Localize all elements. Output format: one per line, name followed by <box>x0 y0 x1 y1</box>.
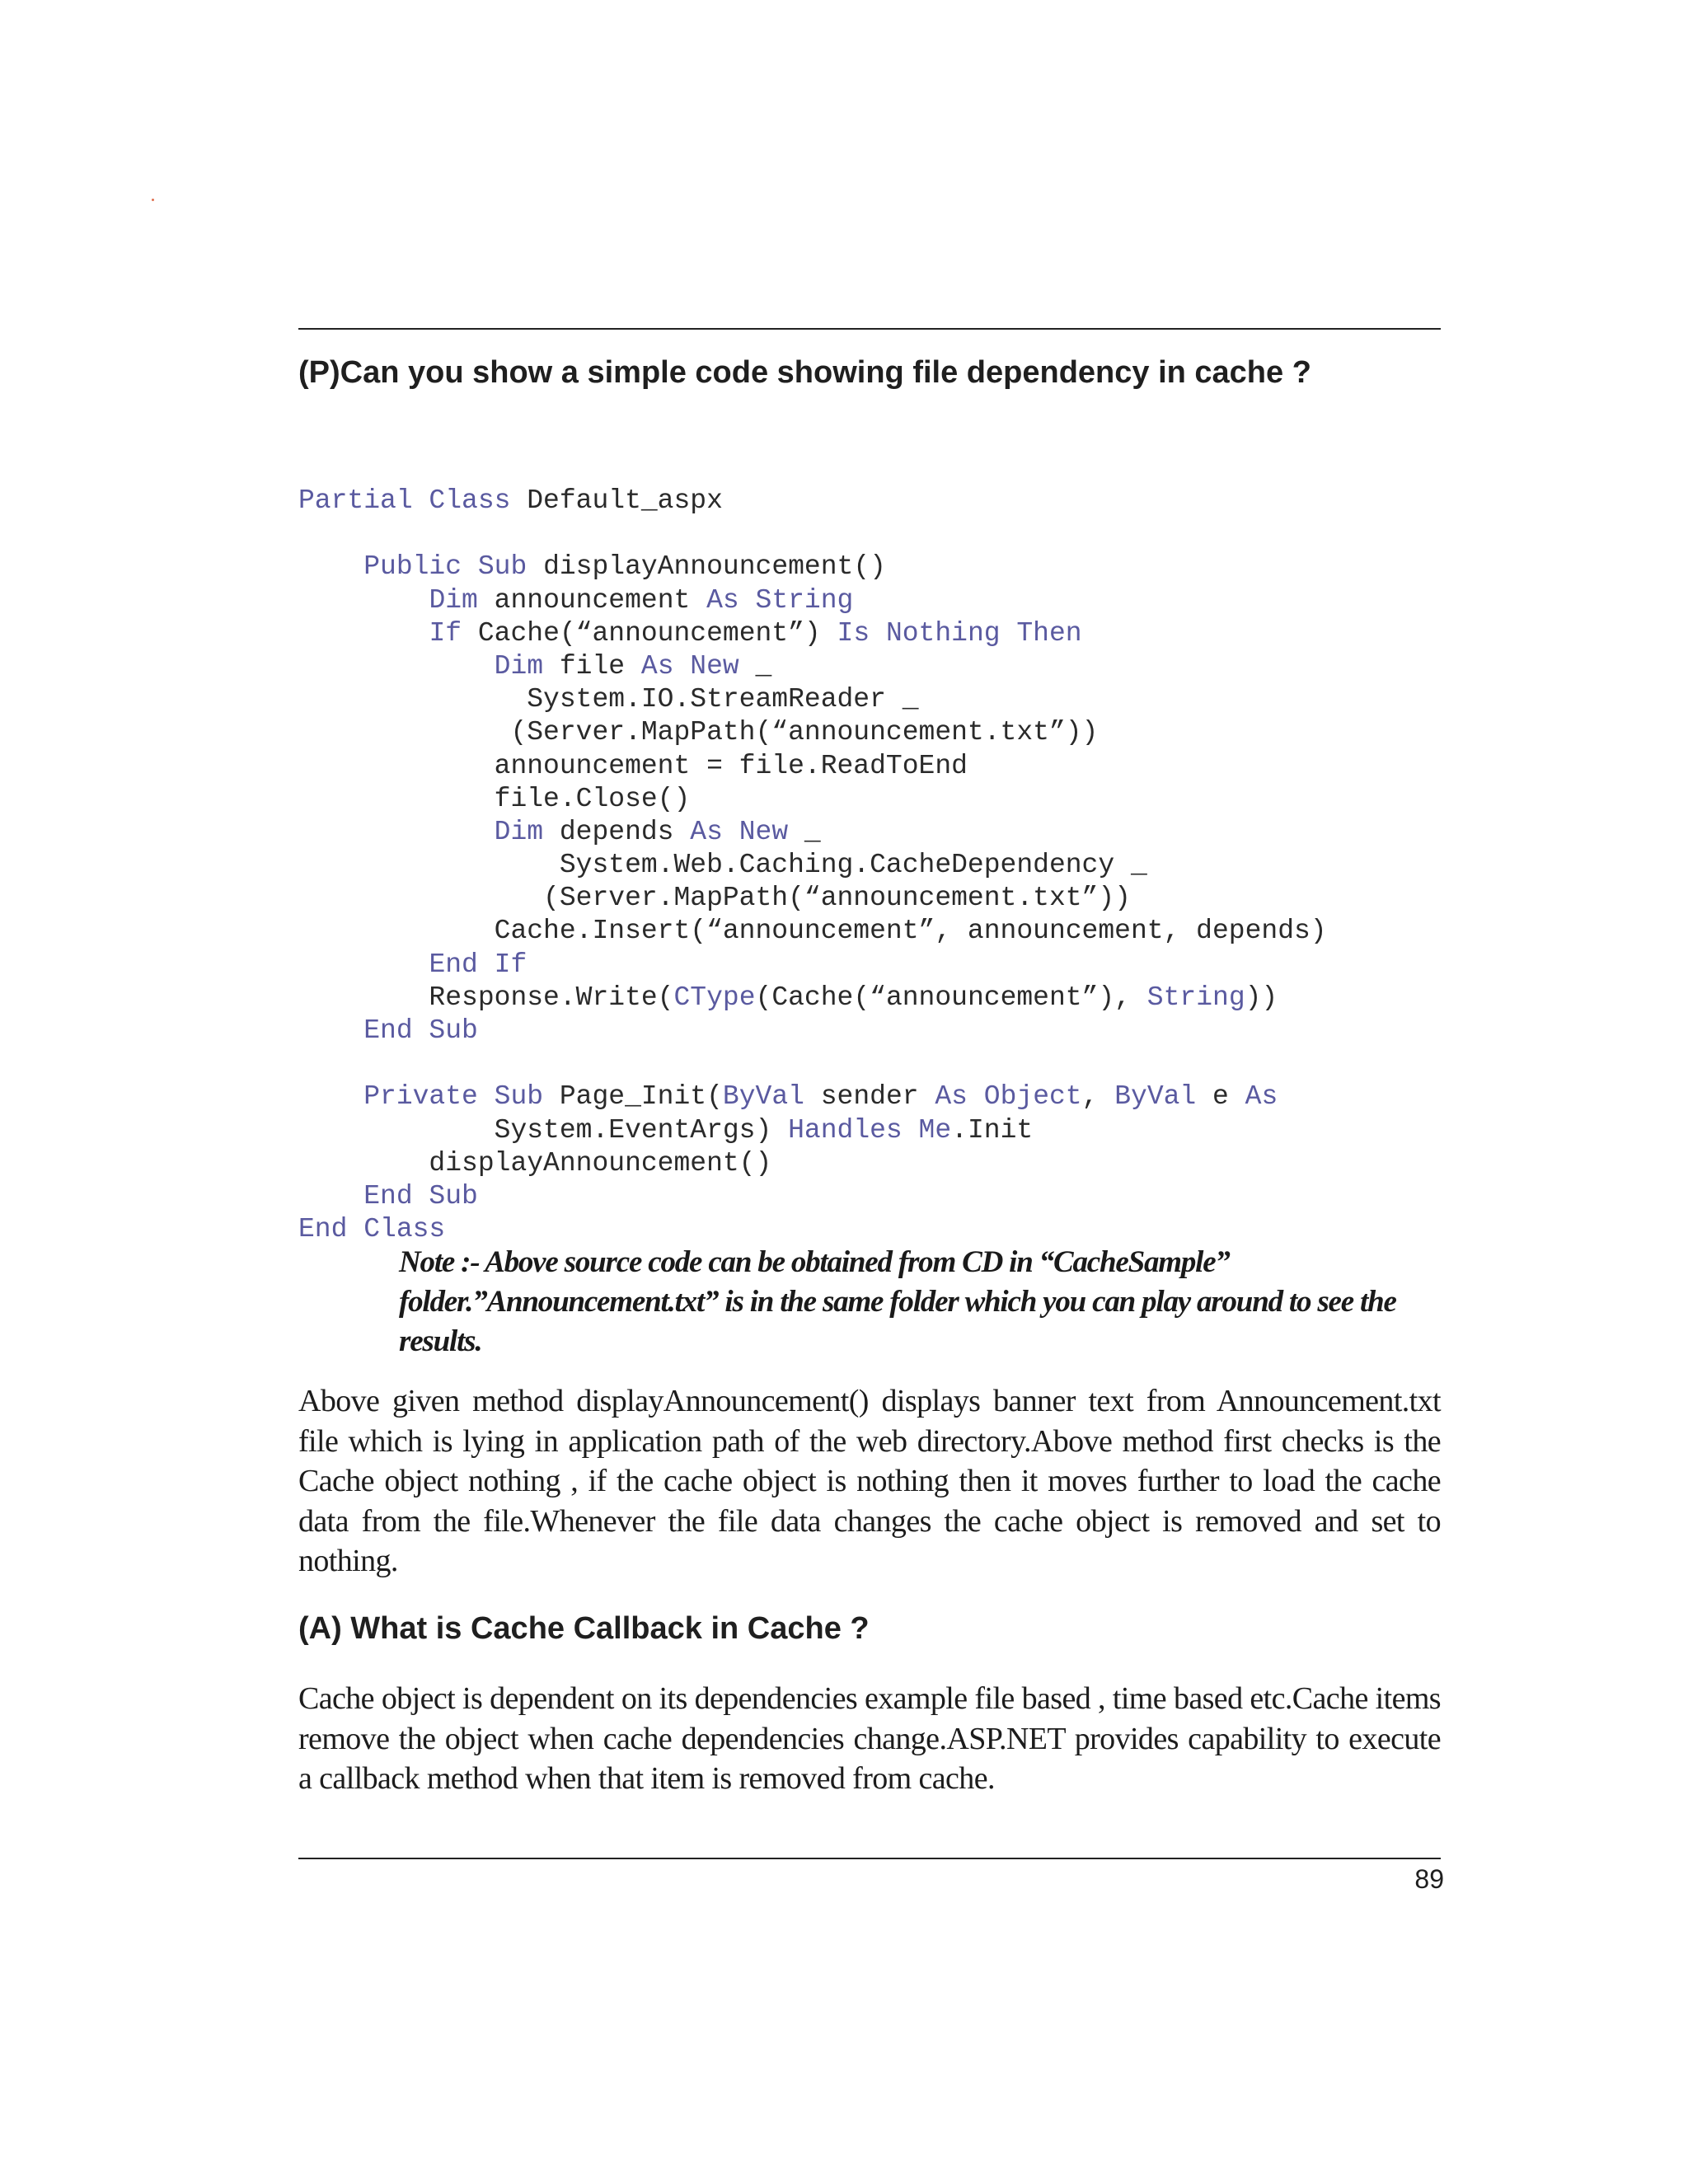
code-keyword: Partial Class <box>298 485 511 516</box>
code-text: )) <box>1245 982 1278 1013</box>
code-text: Default_aspx <box>510 485 723 516</box>
code-line <box>298 551 1327 583</box>
code-line <box>298 982 1327 1015</box>
code-text: System.IO.StreamReader _ <box>298 684 919 715</box>
stray-mark <box>152 199 154 201</box>
callback-paragraph: Cache object is dependent on its dependencies example file based , time based etc.Cache items remove the object when cache dependencies change.ASP.NET provides capability to execute a callback method when that item is removed from cache. <box>298 1681 1441 1796</box>
code-line <box>298 617 1327 650</box>
code-text <box>298 618 429 649</box>
code-keyword: Public Sub <box>363 551 528 583</box>
code-text <box>298 1081 363 1112</box>
code-line <box>298 1047 1327 1080</box>
code-text: depends <box>543 816 691 847</box>
code-line <box>298 882 1327 915</box>
code-line <box>298 1213 1327 1246</box>
code-line <box>298 1180 1327 1213</box>
code-keyword: As Object <box>935 1081 1082 1113</box>
code-listing <box>298 485 1327 1246</box>
code-text: Cache.Insert(“announcement”, announcement, depends) <box>298 916 1327 947</box>
code-text: announcement <box>477 584 707 616</box>
code-text <box>298 551 363 582</box>
code-text: System.EventArgs) <box>298 1114 789 1146</box>
code-text: (Cache(“announcement”), <box>755 982 1147 1013</box>
code-keyword: ByVal <box>1114 1081 1197 1113</box>
code-line <box>298 518 1327 551</box>
code-text: sender <box>804 1081 935 1113</box>
code-text: Response.Write( <box>298 982 674 1013</box>
code-keyword: Is Nothing Then <box>837 617 1082 649</box>
code-text <box>298 949 429 980</box>
code-text <box>298 585 429 616</box>
code-text: .Init <box>951 1114 1034 1146</box>
code-text: _ <box>788 816 821 847</box>
footer-rule <box>298 1858 1441 1859</box>
code-keyword: If <box>429 617 462 649</box>
code-keyword: String <box>1146 982 1245 1013</box>
page-number: 89 <box>1414 1864 1444 1894</box>
code-text <box>298 1015 363 1046</box>
code-keyword: Dim <box>429 584 478 616</box>
code-line <box>298 949 1327 982</box>
code-line <box>298 584 1327 617</box>
code-text: file.Close() <box>298 783 691 814</box>
code-keyword: End Sub <box>363 1180 478 1212</box>
code-text <box>298 817 495 847</box>
question-heading-cache-callback: (A) What is Cache Callback in Cache ? <box>298 1611 870 1646</box>
code-keyword: Private Sub <box>363 1081 544 1113</box>
code-keyword: As New <box>640 650 739 682</box>
code-line <box>298 915 1327 948</box>
code-keyword: CType <box>673 982 756 1013</box>
code-text: file <box>543 650 641 682</box>
code-line <box>298 1015 1327 1047</box>
code-keyword: As <box>1245 1081 1278 1113</box>
code-line <box>298 816 1327 849</box>
code-line <box>298 485 1327 518</box>
code-keyword: Handles Me <box>788 1114 952 1146</box>
code-text: System.Web.Caching.CacheDependency _ <box>298 850 1147 881</box>
code-keyword: ByVal <box>722 1081 804 1113</box>
code-text: Cache(“announcement”) <box>462 617 837 649</box>
code-line <box>298 783 1327 816</box>
code-text: Page_Init( <box>543 1081 723 1113</box>
header-rule <box>298 328 1441 330</box>
code-line <box>298 650 1327 683</box>
code-text: displayAnnouncement() <box>527 551 886 583</box>
code-text <box>298 651 495 682</box>
code-line <box>298 1080 1327 1113</box>
code-line <box>298 1114 1327 1147</box>
code-line <box>298 1147 1327 1180</box>
code-text: , <box>1081 1081 1115 1113</box>
code-text: (Server.MapPath(“announcement.txt”)) <box>298 717 1099 748</box>
code-keyword: As New <box>690 816 789 847</box>
code-keyword: End Class <box>298 1214 446 1245</box>
code-text: e <box>1196 1081 1245 1113</box>
code-line <box>298 716 1327 749</box>
code-text: (Server.MapPath(“announcement.txt”)) <box>298 883 1131 914</box>
source-note: Note :- Above source code can be obtained from CD in “CacheSample” folder.”Announcement.txt” is in the same folder which you can play around to see the results. <box>399 1245 1396 1358</box>
code-keyword: Dim <box>494 816 544 847</box>
explanation-paragraph: Above given method displayAnnouncement() displays banner text from Announcement.txt file which is lying in application path of the web directory.Above method first checks is the Cache object nothing , if the cache object is nothing then it moves further to load the cache data from the file.Whenever the file data changes the cache object is removed and set to nothing. <box>298 1384 1441 1578</box>
code-keyword: Dim <box>494 650 544 682</box>
code-text: _ <box>738 650 772 682</box>
code-text: displayAnnouncement() <box>298 1147 772 1179</box>
code-line <box>298 683 1327 716</box>
code-text: announcement = file.ReadToEnd <box>298 750 968 781</box>
question-heading-file-dependency: (P)Can you show a simple code showing file dependency in cache ? <box>298 355 1311 390</box>
code-keyword: End Sub <box>363 1015 478 1046</box>
code-line <box>298 750 1327 783</box>
code-keyword: End If <box>429 949 528 980</box>
code-text <box>298 1181 363 1212</box>
code-line <box>298 849 1327 882</box>
code-keyword: As String <box>706 584 854 616</box>
